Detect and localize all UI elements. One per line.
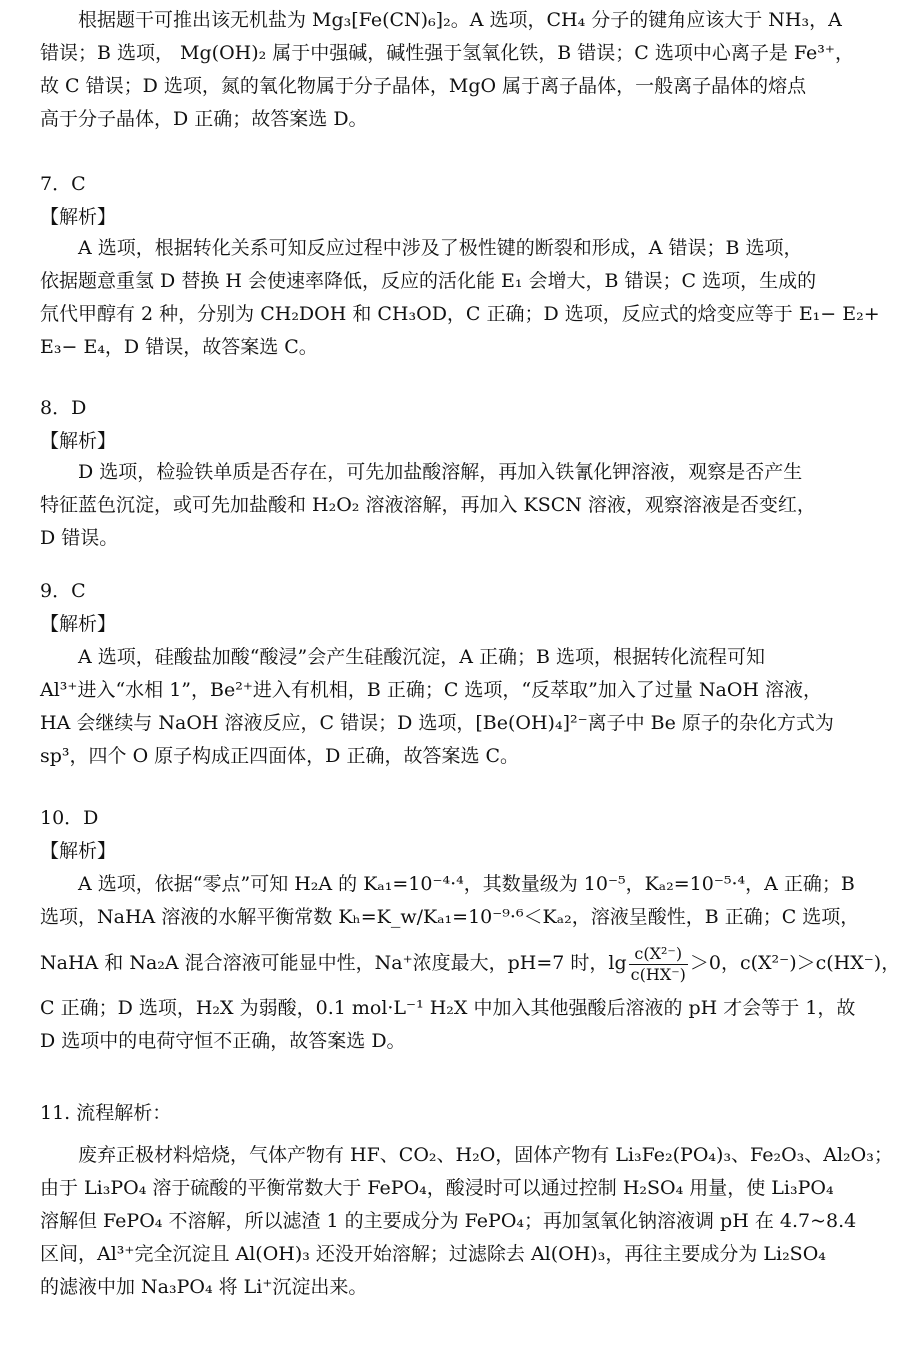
- text-line: A 选项，硅酸盐加酸“酸浸”会产生硅酸沉淀，A 正确；B 选项，根据转化流程可知: [78, 646, 765, 668]
- text-line: 特征蓝色沉淀，或可先加盐酸和 H₂O₂ 溶液溶解，再加入 KSCN 溶液，观察溶液是否变红，: [40, 494, 816, 516]
- question-9-label: 【解析】: [40, 613, 117, 635]
- text-line: Al³⁺进入“水相 1”，Be²⁺进入有机相，B 正确；C 选项，“反萃取”加入了过量 NaOH 溶液，: [40, 679, 823, 701]
- answer-11-explanation: [40, 1139, 893, 1304]
- fraction-numerator: c(X²⁻): [629, 944, 688, 965]
- text-line: 高于分子晶体，D 正确；故答案选 D。: [40, 108, 368, 130]
- text-line: 的滤液中加 Na₃PO₄ 将 Li⁺沉淀出来。: [40, 1276, 368, 1298]
- answer-10-explanation: [40, 868, 900, 1058]
- text-line: 选项，NaHA 溶液的水解平衡常数 Kₕ=K_w/Kₐ₁=10⁻⁹·⁶＜Kₐ₂，溶液呈酸性，B 正确；C 选项，: [40, 906, 860, 928]
- question-10-label: 【解析】: [40, 840, 117, 862]
- text-line: 由于 Li₃PO₄ 溶于硫酸的平衡常数大于 FePO₄，酸浸时可以通过控制 H₂SO₄ 用量，使 Li₃PO₄: [40, 1177, 834, 1199]
- text-line: 废弃正极材料焙烧，气体产物有 HF、CO₂、H₂O，固体产物有 Li₃Fe₂(PO₄)₃、Fe₂O₃、Al₂O₃；: [78, 1144, 893, 1166]
- text-line: D 选项，检验铁单质是否存在，可先加盐酸溶解，再加入铁氰化钾溶液，观察是否产生: [78, 461, 803, 483]
- text-line: HA 会继续与 NaOH 溶液反应，C 错误；D 选项，[Be(OH)₄]²⁻离子中 Be 原子的杂化方式为: [40, 712, 834, 734]
- text-segment: ＞0，c(X²⁻)＞c(HX⁻)，: [689, 952, 900, 974]
- text-line: 氘代甲醇有 2 种，分别为 CH₂DOH 和 CH₃OD，C 正确；D 选项，反应式的焓变应等于 E₁− E₂+: [40, 303, 880, 325]
- text-line: E₃− E₄，D 错误，故答案选 C。: [40, 336, 318, 358]
- answer-6-explanation: [40, 4, 854, 136]
- answer-8-explanation: [40, 456, 850, 555]
- fraction-denominator: c(HX⁻): [630, 964, 686, 984]
- answer-7-explanation: [40, 232, 880, 364]
- question-10-number: 10．D: [40, 807, 99, 829]
- question-7-number: 7．C: [40, 173, 86, 195]
- text-line: 错误；B 选项， Mg(OH)₂ 属于中强碱，碱性强于氢氧化铁，B 错误；C 选项中心离子是 Fe³⁺，: [40, 42, 854, 64]
- question-11-number: 11. 流程解析：: [40, 1102, 172, 1124]
- question-7-label: 【解析】: [40, 206, 117, 228]
- text-line: 溶解但 FePO₄ 不溶解，所以滤渣 1 的主要成分为 FePO₄；再加氢氧化钠溶液调 pH 在 4.7~8.4: [40, 1210, 857, 1232]
- text-segment: NaHA 和 Na₂A 混合溶液可能显中性，Na⁺浓度最大，pH=7 时，lg: [40, 952, 627, 974]
- text-line: A 选项，根据转化关系可知反应过程中涉及了极性键的断裂和形成，A 错误；B 选项，: [78, 237, 803, 259]
- text-line: A 选项，依据“零点”可知 H₂A 的 Kₐ₁=10⁻⁴·⁴，其数量级为 10⁻⁵，Kₐ₂=10⁻⁵·⁴，A 正确；B: [78, 873, 855, 895]
- text-line: 根据题干可推出该无机盐为 Mg₃[Fe(CN)₆]₂。A 选项，CH₄ 分子的键角应该大于 NH₃，A: [78, 9, 842, 31]
- fraction: [629, 944, 688, 985]
- question-8-number: 8．D: [40, 397, 87, 419]
- answer-9-explanation: [40, 641, 850, 773]
- text-line: D 选项中的电荷守恒不正确，故答案选 D。: [40, 1030, 406, 1052]
- text-line-with-fraction: [40, 934, 900, 992]
- text-line: D 错误。: [40, 527, 119, 549]
- text-line: 区间，Al³⁺完全沉淀且 Al(OH)₃ 还没开始溶解；过滤除去 Al(OH)₃，再往主要成分为 Li₂SO₄: [40, 1243, 826, 1265]
- text-line: 故 C 错误；D 选项，氮的氧化物属于分子晶体，MgO 属于离子晶体，一般离子晶体的熔点: [40, 75, 807, 97]
- question-9-number: 9．C: [40, 580, 86, 602]
- text-line: 依据题意重氢 D 替换 H 会使速率降低，反应的活化能 E₁ 会增大，B 错误；C 选项，生成的: [40, 270, 817, 292]
- text-line: sp³，四个 O 原子构成正四面体，D 正确，故答案选 C。: [40, 745, 520, 767]
- question-8-label: 【解析】: [40, 430, 117, 452]
- text-line: C 正确；D 选项，H₂X 为弱酸，0.1 mol·L⁻¹ H₂X 中加入其他强酸后溶液的 pH 才会等于 1，故: [40, 997, 856, 1019]
